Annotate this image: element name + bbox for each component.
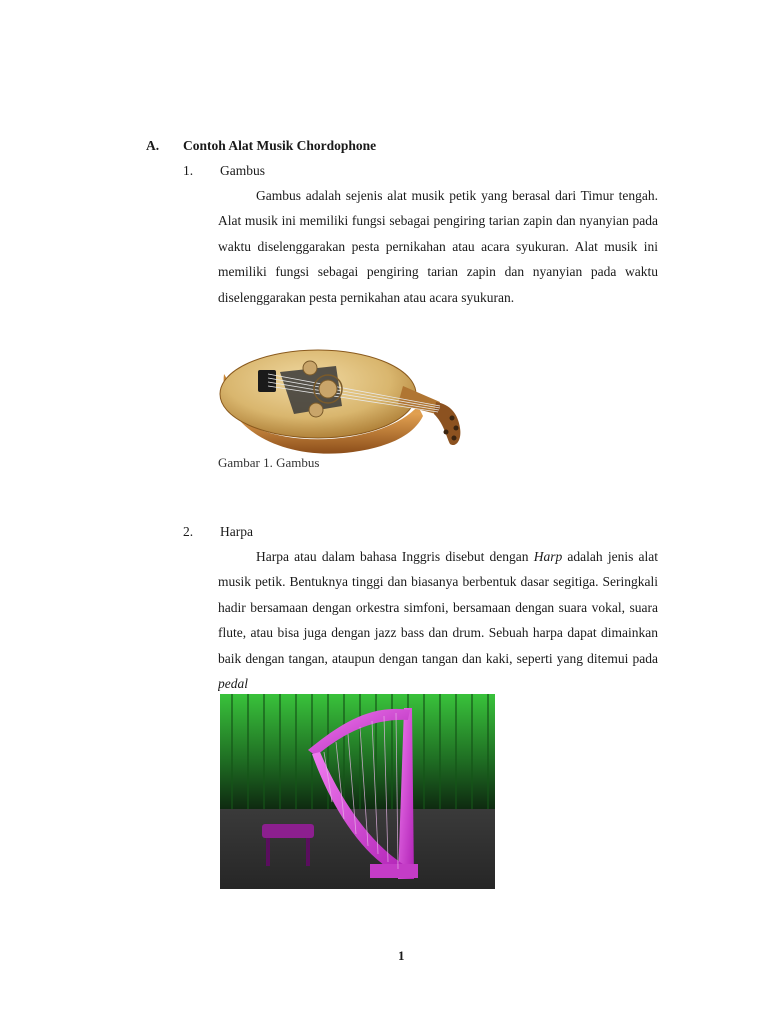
paragraph-harpa-text: Harpa atau dalam bahasa Inggris disebut dengan <box>256 549 534 564</box>
item-title-harpa: Harpa <box>220 524 253 539</box>
item-title-gambus: Gambus <box>220 163 265 178</box>
paragraph-harpa <box>218 544 658 692</box>
page-number: 1 <box>398 948 405 963</box>
harpa-image <box>220 694 495 889</box>
item-number: 2. <box>183 524 194 539</box>
paragraph-harpa-text-cont: adalah jenis alat musik petik. Bentuknya tinggi dan biasanya berbentuk dasar segitiga. Seringkali hadir bersamaan dengan orkestra simfoni, bersamaan dengan suara vokal, suara flute, atau bisa juga dengan jazz bass dan drum. Sebuah harpa dapat dimainkan baik dengan tangan, ataupun dengan tangan dan kaki, seperti yang ditemui pada <box>218 549 658 666</box>
term-harp: Harp <box>533 549 563 564</box>
gambus-image <box>218 344 468 460</box>
paragraph-gambus: Gambus adalah sejenis alat musik petik yang berasal dari Timur tengah. Alat musik ini memiliki fungsi sebagai pengiring tarian zapin dan nyanyian pada waktu diselenggarakan pesta pernikahan atau acara syukuran. Alat musik ini memiliki fungsi sebagai pengiring tarian zapin dan nyanyian pada waktu diselenggarakan pesta pernikahan atau acara syukuran. <box>218 188 658 305</box>
item-number: 1. <box>183 163 194 178</box>
figure-caption-gambus: Gambar 1. Gambus <box>218 455 320 470</box>
section-title: Contoh Alat Musik Chordophone <box>183 138 377 153</box>
section-marker: A. <box>146 138 160 153</box>
term-pedal: pedal <box>218 676 248 692</box>
